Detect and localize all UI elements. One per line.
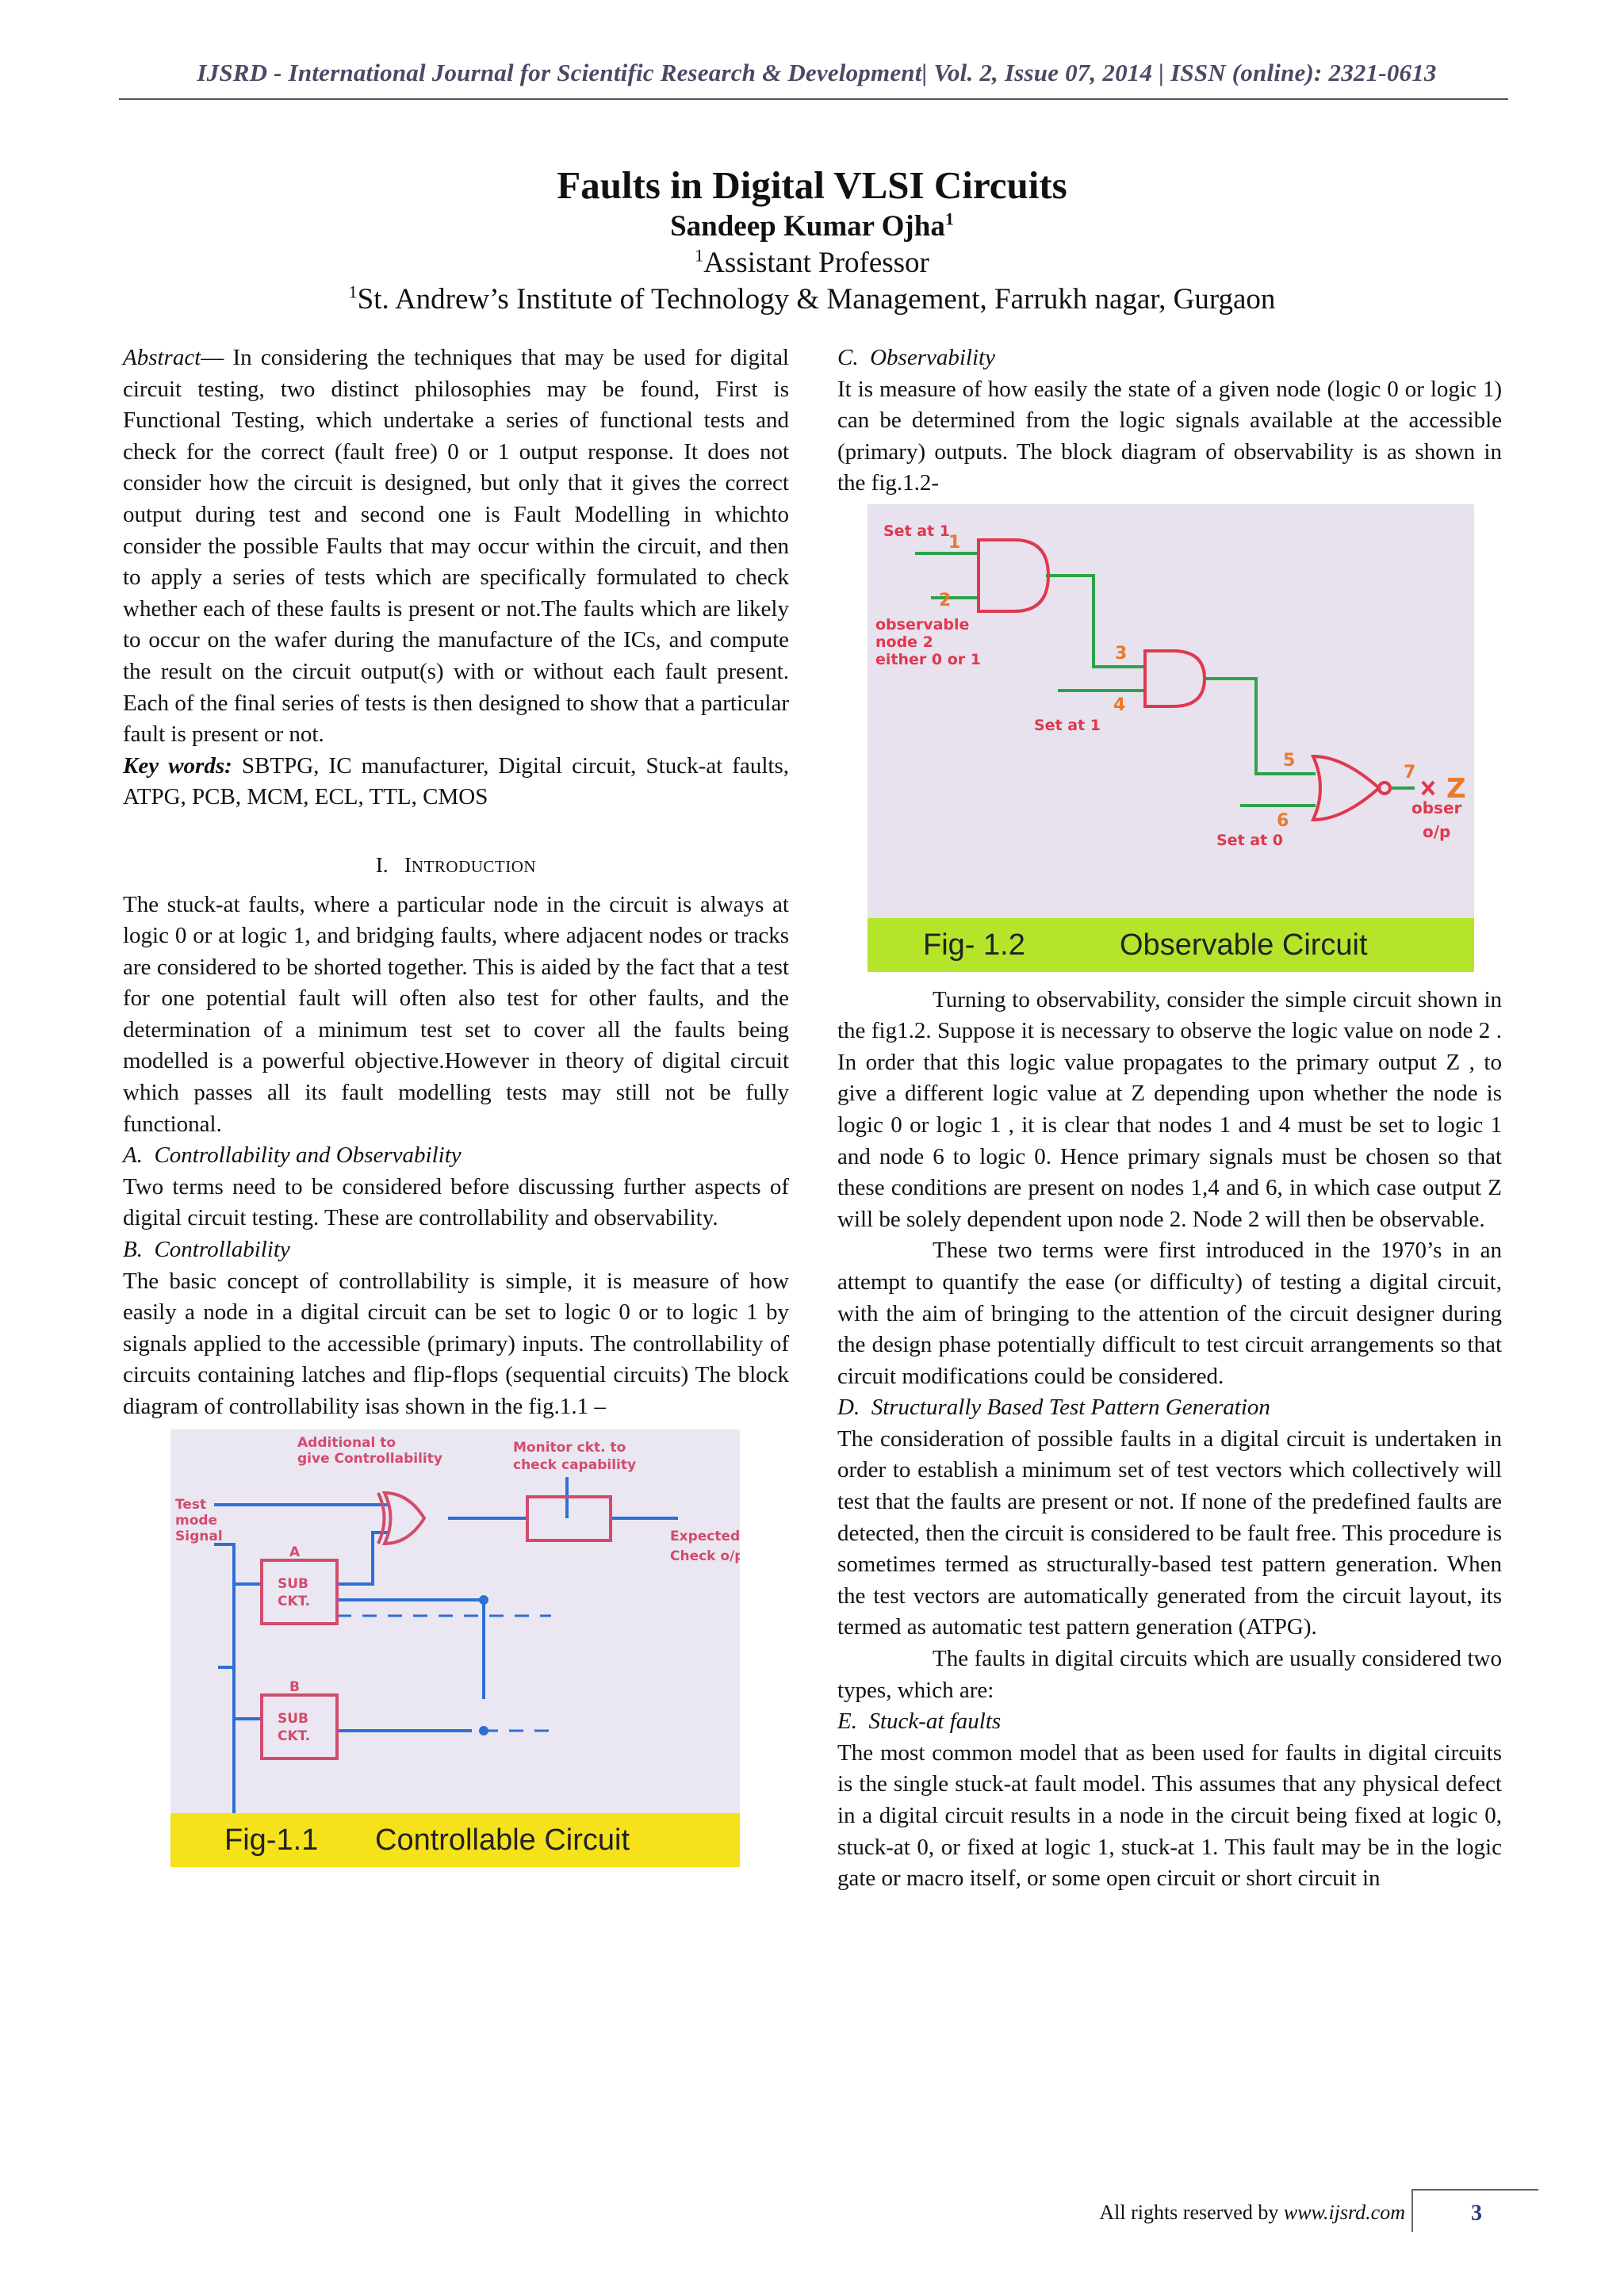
- fig1-junction-dot: [479, 1726, 488, 1735]
- subsection-heading-b: [123, 1234, 789, 1266]
- journal-header: IJSRD - International Journal for Scientific Research & Development| Vol. 2, Issue 07, 2014 | ISSN (online): 2321-0613: [197, 59, 1437, 86]
- fig1-note: A: [289, 1544, 301, 1560]
- fig2-note: Set at 1: [1034, 716, 1101, 734]
- paper-title: Faults in Digital VLSI Circuits: [557, 163, 1067, 207]
- institute-line: [0, 281, 1624, 318]
- footer-rights-text: All rights reserved by: [1099, 2201, 1284, 2224]
- subsection-letter: D.: [837, 1395, 860, 1421]
- section-initial: I: [404, 852, 412, 877]
- fig2-note: either 0 or 1: [875, 650, 981, 668]
- abstract-label: Abstract: [123, 345, 201, 370]
- section-number: I.: [375, 852, 389, 877]
- subsection-title: Structurally Based Test Pattern Generation: [871, 1395, 1270, 1421]
- footer-rights: [952, 2201, 1405, 2225]
- paragraph-e: The most common model that as been used for faults in digital circuits is the single stuck-at fault model. This assumes that any physical defect in a digital circuit results in a node in the circuit being fixed at logic 0, stuck-at 0, or fixed at logic 1, stuck-at 1. This fault may be in the logic gate or macro itself, or some open circuit or short circuit in: [837, 1739, 1502, 1892]
- abstract-text: In considering the techniques that may be used for digital circuit testing, two distinct philosophies may be found, First is Functional Testing, which undertake a series of functional tests and check for the correct (fault free) 0 or 1 output response. It does not consider how the circuit is designed, but only that it gives the correct output during test and second one is Fault Modelling in whichto consider the possible Faults that may occur within the circuit, and then to apply a series of tests which are specifically formulated to check whether each of these faults is present or not.The faults which are likely to occur on the wafer during the manufacture of the ICs, and compute the result on the circuit output(s) with or without each fault present. Each of the final series of tests is then designed to show that a particular fault is present or not.: [123, 345, 789, 748]
- abstract-dash: —: [201, 345, 224, 370]
- fig1-note: Additional to: [297, 1434, 396, 1451]
- fig1-caption-text: Controllable Circuit: [375, 1823, 630, 1857]
- fig2-note: o/p: [1423, 821, 1451, 841]
- subsection-letter: E.: [837, 1709, 857, 1735]
- subsection-heading-e: [837, 1706, 1502, 1738]
- fig1-note: Test: [175, 1496, 207, 1513]
- paragraph-c-turning: Turning to observability, consider the simple circuit shown in the fig1.2. Suppose it is necessary to observe the logic value on node 2 . In order that this logic value propagates to the primary output Z , to give a different logic value at Z depending upon whether the node is logic 0 or logic 1 , it is clear that nodes 1 and 4 must be set to logic 1 and node 6 to logic 0. Hence primary signals must be chosen so that these conditions are present on nodes 1,4 and 6, in which case output Z will be solely dependent upon node 2. Node 2 will then be observable.: [837, 986, 1502, 1232]
- author-name: Sandeep Kumar Ojha: [670, 210, 945, 243]
- author-position: Assistant Professor: [703, 247, 929, 279]
- fig1-note: CKT.: [278, 1593, 311, 1609]
- fig2-node-label: 7: [1404, 762, 1416, 783]
- paragraph-d-types: The faults in digital circuits which are usually considered two types, which are:: [837, 1646, 1502, 1703]
- page-number: 3: [1471, 2201, 1482, 2225]
- subsection-heading-d: [837, 1392, 1502, 1424]
- fig1-note: SUB: [278, 1575, 309, 1592]
- subsection-title: Controllability and Observability: [154, 1142, 462, 1169]
- fig1-note: Signal: [175, 1528, 223, 1544]
- title-block: [0, 163, 1624, 318]
- subsection-letter: A.: [123, 1142, 143, 1169]
- fig2-node-label: 2: [939, 590, 952, 610]
- section-title-rest: NTRODUCTION: [411, 856, 537, 876]
- figure-observable-circuit: [868, 504, 1474, 972]
- author-line: [0, 209, 1624, 245]
- subsection-heading-c: [837, 342, 1502, 374]
- fig1-photo-background: [170, 1429, 740, 1867]
- paragraph-a: Two terms need to be considered before discussing further aspects of digital circuit testing. These are controllability and observability.: [123, 1173, 789, 1231]
- paragraph-c-history: These two terms were first introduced in the 1970’s in an attempt to quantify the ease (or difficulty) of testing a digital circuit, with the aim of bringing to the attention of the circuit designer during the design phase potentially difficult to test circuit arrangements so that circuit modifications could be considered.: [837, 1238, 1502, 1389]
- left-column: [123, 342, 789, 1876]
- subsection-title: Stuck-at faults: [868, 1709, 1002, 1735]
- subsection-letter: C.: [837, 345, 859, 370]
- fig1-note: check capability: [513, 1456, 637, 1473]
- fig2-note: Set at 0: [1216, 831, 1284, 849]
- fig1-note: Monitor ckt. to: [513, 1439, 626, 1456]
- fig2-node-label: 5: [1283, 750, 1296, 771]
- abstract: [123, 342, 789, 751]
- subsection-title: Controllability: [154, 1237, 290, 1263]
- institute-sup: 1: [348, 281, 358, 302]
- keywords: [123, 751, 789, 813]
- paragraph-d: The consideration of possible faults in a digital circuit is undertaken in order to establish a minimum set of test vectors which collectively will test that the faults are present or not. If none of the predefined faults are detected, then the circuit is considered to be fault free. This procedure is sometimes termed as structurally-based test pattern generation. When the test vectors are automatically generated from the circuit layout, its termed as automatic test pattern generation (ATPG).: [837, 1425, 1502, 1640]
- keywords-label: Key words:: [123, 752, 232, 779]
- subsection-heading-a: [123, 1140, 789, 1172]
- right-column: [837, 342, 1502, 1895]
- keywords-text: SBTPG, IC manufacturer, Digital circuit, Stuck-at faults, ATPG, PCB, MCM, ECL, TTL, CMOS: [123, 752, 789, 810]
- paragraph-c: It is measure of how easily the state of a given node (logic 0 or logic 1) can be determined from the logic signals available at the accessible (primary) outputs. The block diagram of observability is as shown in the fig.1.2-: [837, 376, 1502, 496]
- fig2-note: Set at 1: [883, 522, 951, 540]
- subsection-letter: B.: [123, 1237, 143, 1263]
- fig1-note: Expected: [670, 1528, 740, 1544]
- header-rule: [119, 98, 1508, 100]
- paragraph-b: The basic concept of controllability is simple, it is measure of how easily a node in a digital circuit can be set to logic 0 or to logic 1 by signals applied to the accessible (primary) inputs. The controllability of circuits containing latches and flip-flops (sequential circuits) The block diagram of controllability isas shown in the fig.1.1 –: [123, 1268, 789, 1419]
- fig2-node-label: 6: [1277, 810, 1289, 831]
- fig2-caption-text: Observable Circuit: [1120, 928, 1368, 962]
- fig2-node-label: Z: [1446, 772, 1466, 805]
- intro-paragraph: The stuck-at faults, where a particular node in the circuit is always at logic 0 or at logic 1, and bridging faults, where adjacent nodes or tracks are considered to be shorted together. This is aided by the fact that a test for one potential fault will often also test for other faults, and the determination of a minimum test set to cover all the faults being modelled is a powerful objective.However in theory of digital circuit which passes all its fault modelling tests may still not be fully functional.: [123, 891, 789, 1137]
- author-institute: St. Andrew’s Institute of Technology & Management, Farrukh nagar, Gurgaon: [357, 283, 1276, 316]
- author-sup: 1: [944, 209, 954, 229]
- fig2-caption-id: Fig- 1.2: [923, 928, 1025, 962]
- fig2-note: node 2: [875, 633, 933, 651]
- position-line: [0, 245, 1624, 281]
- position-sup: 1: [695, 245, 704, 266]
- fig2-node-label: 1: [948, 532, 961, 553]
- fig1-junction-dot: [479, 1595, 488, 1605]
- fig2-photo-background: [868, 504, 1474, 972]
- fig1-note: Check o/p: [670, 1548, 740, 1564]
- fig1-note: SUB: [278, 1710, 309, 1727]
- fig2-node-label: 3: [1115, 643, 1128, 664]
- fig1-caption-id: Fig-1.1: [224, 1823, 319, 1857]
- subsection-title: Observability: [870, 345, 995, 370]
- footer-site-link[interactable]: www.ijsrd.com: [1283, 2201, 1405, 2224]
- fig1-note: B: [289, 1678, 300, 1695]
- fig1-note: give Controllability: [297, 1450, 442, 1467]
- fig1-note: CKT.: [278, 1728, 311, 1744]
- fig2-note: obser: [1411, 798, 1462, 817]
- fig2-node-label: 4: [1113, 695, 1126, 715]
- section-heading-introduction: [123, 850, 789, 883]
- fig2-note: observable: [875, 615, 970, 633]
- fig1-note: mode: [175, 1512, 218, 1529]
- figure-controllable-circuit: [170, 1429, 740, 1867]
